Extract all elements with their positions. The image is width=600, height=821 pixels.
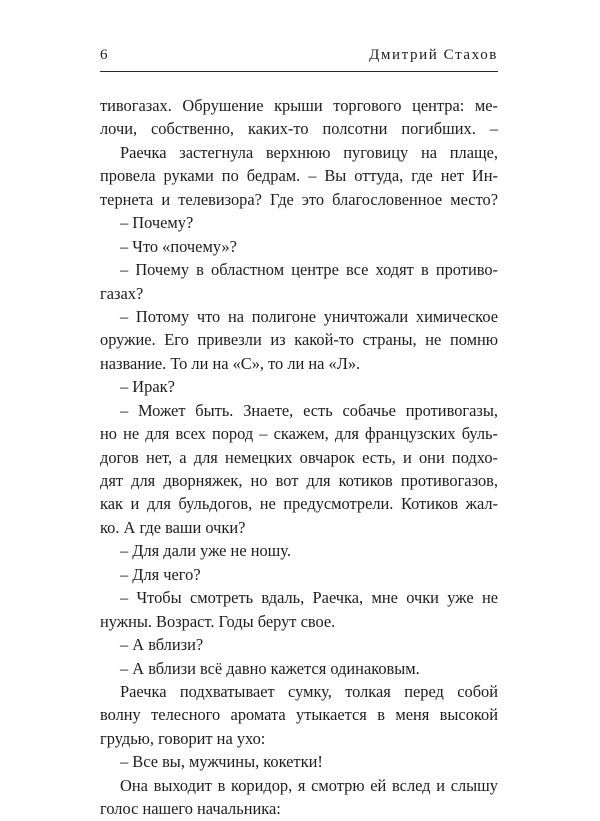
text-line: – Что «почему»? [120,236,237,256]
text-line: ко. А где ваши очки? [100,517,246,537]
text-line: – Ирак? [120,377,175,397]
text-line: – Все вы, мужчины, кокетки! [120,752,323,772]
text-line: волну телесного аромата утыкается в меня высокой [100,705,498,725]
header-rule [100,71,498,72]
text-line: Она выходит в коридор, я смотрю ей вслед и слышу [120,775,498,795]
text-line: – Для чего? [120,564,201,584]
text-line: – А вблизи? [120,635,204,655]
text-line: – Может быть. Знаете, есть собачье противогазы, [120,400,498,420]
text-line: название. То ли на «С», то ли на «Л». [100,353,361,373]
text-line: – Почему в областном центре все ходят в противо- [120,260,498,280]
text-line: грудью, говорит на ухо: [100,728,266,748]
text-line: газах? [100,283,144,303]
text-line: догов нет, а для немецких овчарок есть, и они подхо- [100,447,498,467]
text-line: тернета и телевизора? Где это благословенное место? [100,189,498,209]
text-line: но не для всех пород – скажем, для французских буль- [100,424,498,444]
text-line: оружие. Его привезли из какой-то страны, не помню [100,330,498,350]
text-line: дят для дворняжек, но вот для котиков противогазов, [100,471,498,490]
text-line: Раечка подхватывает сумку, толкая перед собой [120,681,498,701]
text-line: тивогазах. Обрушение крыши торгового центра: ме- [100,96,498,115]
body-text [100,94,498,821]
page-header [100,44,498,66]
text-line: Раечка застегнула верхнюю пуговицу на плаще, [120,142,498,162]
page-number: 6 [100,47,108,63]
text-line: нужны. Возраст. Годы берут свое. [100,611,336,631]
text-line: – А вблизи всё давно кажется одинаковым. [120,658,420,678]
text-line: как и для бульдогов, не предусмотрели. Котиков жал- [100,494,498,514]
text-line: голос нашего начальника: [100,799,281,819]
running-head-author: Дмитрий Стахов [369,47,498,63]
text-line: – Для дали уже не ношу. [120,541,291,561]
text-line: – Потому что на полигоне уничтожали химическое [120,306,498,326]
text-line: – Почему? [120,213,194,233]
text-line: лочи, собственно, каких-то полсотни погибших. – [100,119,498,139]
text-line: – Чтобы смотреть вдаль, Раечка, мне очки уже не [120,588,498,608]
text-line: провела руками по бедрам. – Вы оттуда, где нет Ин- [100,166,498,186]
